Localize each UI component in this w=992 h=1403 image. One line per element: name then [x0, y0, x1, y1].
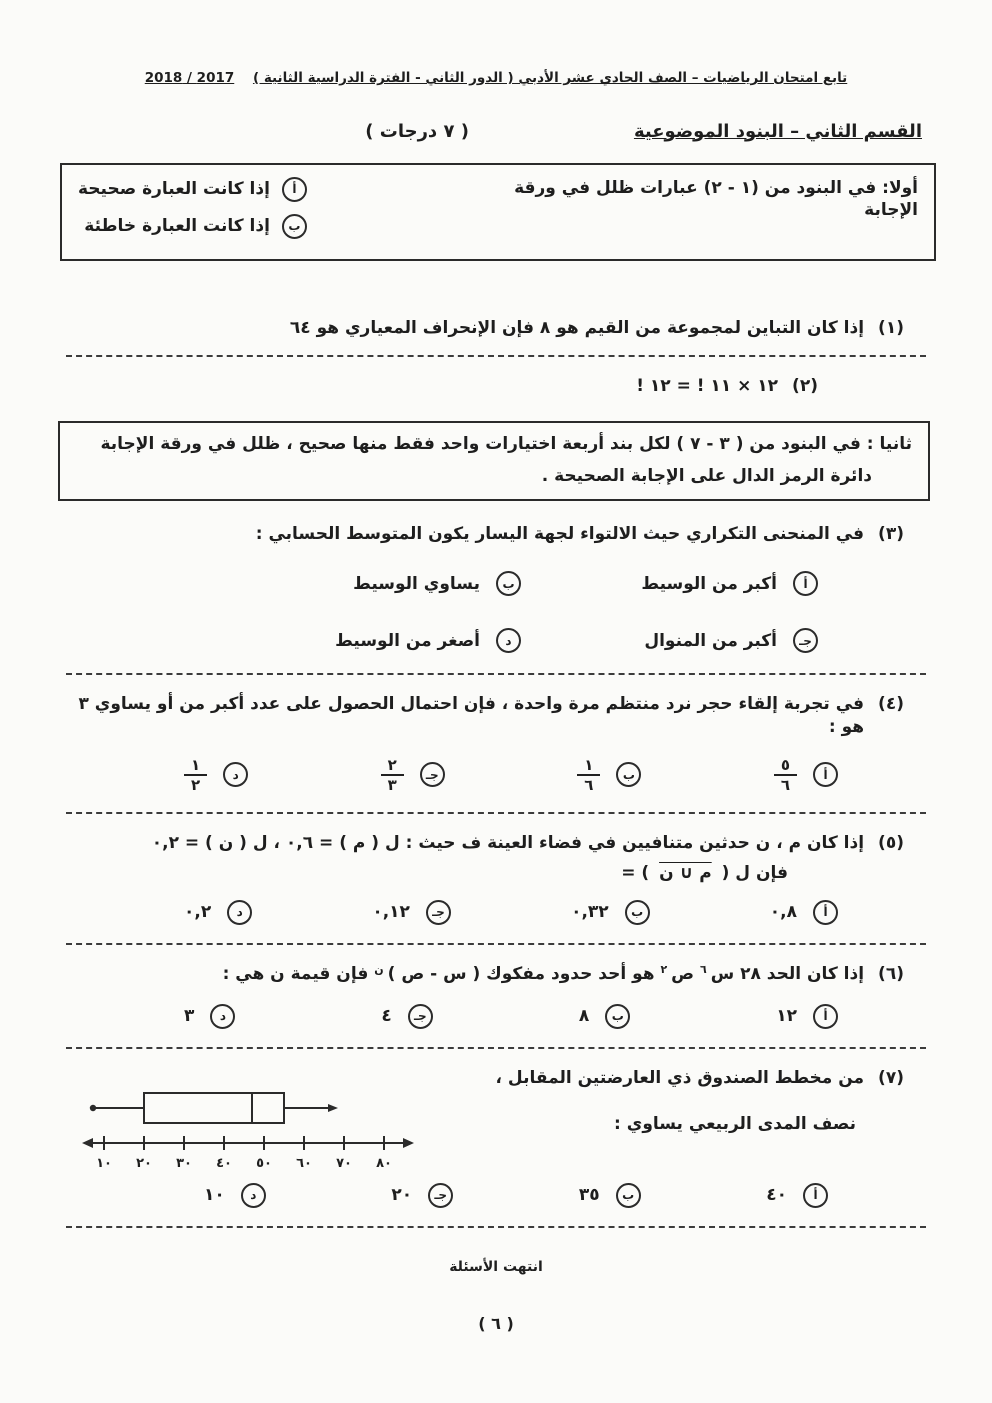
tick-label: ٧٠ — [336, 1155, 352, 1171]
q6-exponent-n: ن — [374, 962, 384, 976]
dashed-divider — [66, 1226, 926, 1228]
dashed-divider — [66, 943, 926, 945]
q3-option-d-label: أصغر من الوسيط — [335, 630, 480, 651]
tick-label: ٣٠ — [176, 1155, 192, 1171]
question-6-number: (٦) — [878, 964, 904, 985]
q6-option-j-label: ٤ — [381, 1005, 392, 1026]
question-7-text-line1: من مخطط الصندوق ذي العارضتين المقابل ، — [495, 1067, 865, 1088]
option-circle-b: ب — [625, 900, 650, 925]
q6-question-tail: فإن قيمة ن هي : — [222, 964, 369, 985]
question-5-options — [54, 894, 938, 927]
fraction-value — [184, 756, 207, 794]
q6-exponent-1: ٦ — [699, 962, 707, 976]
q6-option-d-label: ٣ — [184, 1005, 195, 1026]
fraction-value — [774, 756, 797, 794]
q4-option-b — [577, 756, 641, 794]
option-circle-a: أ — [813, 900, 838, 925]
q5-option-b — [571, 900, 650, 925]
q5-option-j — [372, 900, 451, 925]
question-3-options — [54, 557, 938, 657]
fraction-denominator: ٦ — [780, 775, 790, 794]
question-4 — [64, 693, 904, 737]
option-circle-a: أ — [813, 762, 838, 787]
q6-term-mid: ص — [671, 964, 695, 985]
q5-option-a-label: ٠,٨ — [769, 902, 797, 923]
q7-option-b-label: ٣٥ — [578, 1184, 600, 1205]
question-7-text-line2: نصف المدى الربيعي يساوي : — [614, 1113, 856, 1134]
option-circle-d: د — [223, 762, 248, 787]
q6-term-prefix: إذا كان الحد ٢٨ س — [710, 964, 865, 985]
option-circle-b: ب — [616, 762, 641, 787]
option-circle-b: ب — [282, 214, 307, 239]
question-7-number: (٧) — [878, 1067, 904, 1088]
question-6 — [64, 963, 904, 986]
question-6-text — [219, 963, 864, 986]
q3-option-a — [521, 571, 818, 596]
q4-option-j — [381, 756, 445, 794]
option-circle-b: ب — [616, 1183, 641, 1208]
axis-arrow-left — [82, 1138, 93, 1148]
q7-option-b — [579, 1183, 641, 1208]
option-circle-d: د — [227, 900, 252, 925]
q4-option-d — [184, 756, 248, 794]
q6-option-b-label: ٨ — [578, 1005, 590, 1026]
tf-option-true-label: إذا كانت العبارة صحيحة — [78, 179, 270, 200]
option-circle-d: د — [210, 1004, 235, 1029]
option-circle-b: ب — [605, 1004, 630, 1029]
tick-label: ١٠ — [96, 1155, 112, 1171]
q3-option-j-label: أكبر من المنوال — [644, 630, 777, 651]
question-2-text: ١٢ × ١١ ! = ١٢ ! — [636, 376, 779, 397]
fraction-value — [381, 756, 404, 794]
q5-line2-prefix: فإن ل ( — [721, 862, 788, 883]
whisker-right-endpoint — [328, 1104, 338, 1112]
fraction-numerator: ١ — [577, 756, 600, 776]
box — [144, 1093, 284, 1123]
q5-option-j-label: ٠,١٢ — [372, 902, 410, 923]
q5-union-expression: م ∪ ن — [659, 862, 712, 883]
end-of-questions-note: انتهت الأسئلة — [449, 1258, 543, 1275]
question-4-options — [54, 750, 938, 796]
tick-label: ٥٠ — [256, 1155, 272, 1171]
question-7-texts — [496, 1067, 904, 1135]
mcq-instruction-line2: دائرة الرمز الدال على الإجابة الصحيحة . — [541, 466, 872, 487]
instructions-box-true-false — [60, 163, 936, 261]
fraction-denominator: ٦ — [584, 775, 594, 794]
q6-option-a — [776, 1004, 838, 1029]
tick-label: ٦٠ — [296, 1155, 312, 1171]
q7-option-d-label: ١٠ — [204, 1184, 225, 1205]
exam-year: 2017 / 2018 — [144, 70, 235, 86]
q7-option-a — [766, 1183, 828, 1208]
question-1 — [64, 317, 904, 339]
tick-label: ٨٠ — [376, 1155, 392, 1171]
whisker-left-endpoint — [90, 1104, 96, 1110]
dashed-divider — [66, 355, 926, 357]
fraction-denominator: ٢ — [191, 775, 201, 794]
q5-option-a — [770, 900, 838, 925]
dashed-divider — [66, 812, 926, 814]
dashed-divider — [66, 673, 926, 675]
question-3 — [64, 523, 904, 545]
option-circle-j: جـ — [408, 1004, 433, 1029]
q3-option-b — [224, 571, 521, 596]
section-title: القسم الثاني – البنود الموضوعية — [633, 120, 922, 142]
q6-option-d — [184, 1004, 235, 1029]
question-2 — [64, 375, 818, 397]
q7-option-a-label: ٤٠ — [766, 1184, 787, 1205]
q6-option-j — [381, 1004, 432, 1029]
question-5-text-line1: إذا كان م ، ن حدثين متنافيين في فضاء العينة ف حيث : ل ( م ) = ٠,٦ ، ل ( ن ) = ٠,٢ — [151, 832, 865, 853]
question-6-options — [54, 998, 938, 1031]
question-5-text-line2 — [54, 862, 788, 884]
q7-option-d — [204, 1183, 266, 1208]
q3-option-a-label: أكبر من الوسيط — [641, 573, 777, 594]
q5-option-b-label: ٠,٣٢ — [571, 902, 609, 923]
tf-option-false-label: إذا كانت العبارة خاطئة — [84, 216, 270, 237]
option-circle-j: جـ — [793, 628, 818, 653]
option-circle-a: أ — [282, 177, 307, 202]
question-1-text: إذا كان التباين لمجموعة من القيم هو ٨ فإن الإنحراف المعياري هو ٦٤ — [289, 317, 865, 338]
q3-option-b-label: يساوي الوسيط — [353, 573, 480, 594]
question-3-text: في المنحنى التكراري حيث الالتواء لجهة اليسار يكون المتوسط الحسابي : — [255, 524, 865, 545]
option-circle-d: د — [241, 1183, 266, 1208]
question-7-options — [54, 1177, 938, 1210]
fraction-numerator: ١ — [184, 756, 207, 776]
axis-arrow-right — [403, 1138, 414, 1148]
option-circle-j: جـ — [426, 900, 451, 925]
tick-label: ٤٠ — [216, 1155, 232, 1171]
q6-expansion-text: هو أحد حدود مفكوك ( س - ص ) — [387, 964, 655, 985]
question-3-number: (٣) — [878, 524, 904, 545]
q4-option-a — [774, 756, 838, 794]
boxplot-figure — [80, 1071, 416, 1173]
question-5 — [64, 832, 904, 854]
q5-option-d-label: ٠,٢ — [184, 902, 212, 923]
option-circle-j: جـ — [420, 762, 445, 787]
q7-option-j — [391, 1183, 453, 1208]
tick-label: ٢٠ — [136, 1155, 152, 1171]
option-circle-b: ب — [496, 571, 521, 596]
question-4-text: في تجربة إلقاء حجر نرد منتظم مرة واحدة ، فإن احتمال الحصول على عدد أكبر من أو يساوي ٣ هو : — [78, 694, 865, 737]
tf-option-true — [78, 177, 307, 202]
marks-label: ( ٧ درجات ) — [365, 120, 469, 142]
tf-instruction: أولا: في البنود من (١ - ٢) عبارات ظلل في ورقة الإجابة — [514, 177, 918, 221]
fraction-denominator: ٣ — [387, 775, 397, 794]
dashed-divider — [66, 1047, 926, 1049]
q3-option-j — [521, 628, 818, 653]
option-circle-a: أ — [813, 1004, 838, 1029]
question-7 — [80, 1067, 904, 1173]
option-circle-j: جـ — [428, 1183, 453, 1208]
mcq-instruction-line1: ثانيا : في البنود من ( ٣ - ٧ ) لكل بند أربعة اختيارات واحد فقط منها صحيح ، ظلل في ورقة الإجابة — [100, 434, 912, 455]
option-circle-a: أ — [803, 1183, 828, 1208]
tf-options — [78, 177, 307, 251]
question-5-number: (٥) — [878, 832, 904, 853]
q6-exponent-2: ٢ — [660, 962, 668, 976]
question-4-number: (٤) — [878, 694, 904, 715]
option-circle-d: د — [496, 628, 521, 653]
question-2-number: (٢) — [792, 376, 818, 397]
q7-option-j-label: ٢٠ — [391, 1184, 413, 1205]
q3-option-d — [224, 628, 521, 653]
option-circle-a: أ — [793, 571, 818, 596]
q6-option-a-label: ١٢ — [776, 1005, 797, 1026]
page-number: ( ٦ ) — [478, 1313, 514, 1333]
question-1-number: (١) — [878, 317, 904, 338]
fraction-value — [577, 756, 600, 794]
section-row — [54, 120, 922, 143]
fraction-numerator: ٥ — [774, 756, 797, 776]
instructions-box-mcq — [58, 421, 930, 501]
q5-option-d — [184, 900, 252, 925]
fraction-numerator: ٢ — [381, 756, 404, 776]
q5-line2-suffix: ) = — [621, 862, 650, 883]
exam-title: تابع امتحان الرياضيات – الصف الحادي عشر الأدبي ( الدور الثاني - الفترة الدراسية الثانية ) — [252, 70, 848, 86]
exam-header — [54, 70, 938, 88]
q6-option-b — [579, 1004, 630, 1029]
tf-option-false — [78, 214, 307, 239]
